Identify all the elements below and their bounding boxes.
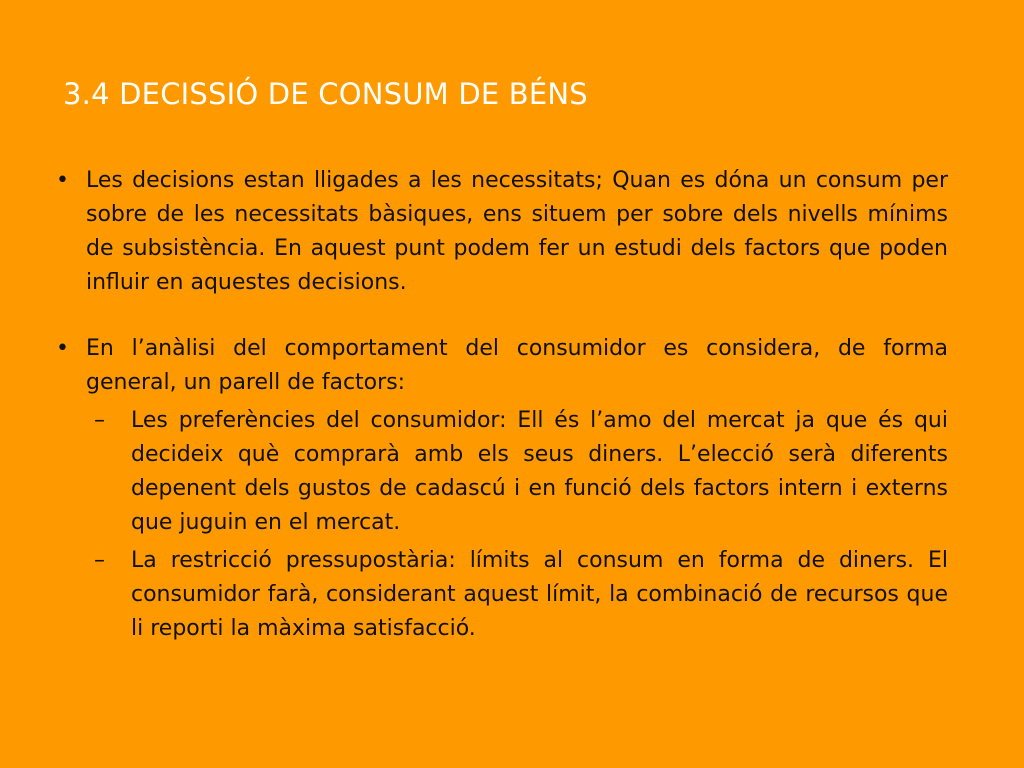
slide-content — [52, 164, 948, 646]
sub-item-text: Les preferències del consumidor: Ell és l’amo del mercat ja que és qui decideix què comprarà amb els seus diners. L’elecció serà diferents depenent dels gustos de cadascú i en funció dels factors intern i externs que juguin en el mercat. — [131, 408, 948, 535]
slide-title: 3.4 DECISSIÓ DE CONSUM DE BÉNS — [63, 77, 588, 111]
sub-item-text: La restricció pressupostària: límits al consum en forma de diners. El consumidor farà, considerant aquest límit, la combinació de recursos que li reporti la màxima satisfacció. — [131, 548, 948, 641]
bullet-item-1 — [52, 164, 948, 300]
bullet-marker: • — [56, 336, 69, 361]
sub-item-budget-restriction — [86, 544, 948, 646]
sub-item-preferences — [86, 404, 948, 540]
bullet-item-2 — [52, 332, 948, 400]
bullet-text: En l’anàlisi del comportament del consumidor es considera, de forma general, un parell de factors: — [86, 336, 948, 395]
sub-item-marker: – — [94, 408, 105, 433]
bullet-marker: • — [56, 168, 69, 193]
bullet-text: Les decisions estan lligades a les necessitats; Quan es dóna un consum per sobre de les necessitats bàsiques, ens situem per sobre dels nivells mínims de subsistència. En aquest punt podem fer un estudi dels factors que poden influir en aquestes decisions. — [86, 168, 948, 295]
sub-item-marker: – — [94, 548, 105, 573]
